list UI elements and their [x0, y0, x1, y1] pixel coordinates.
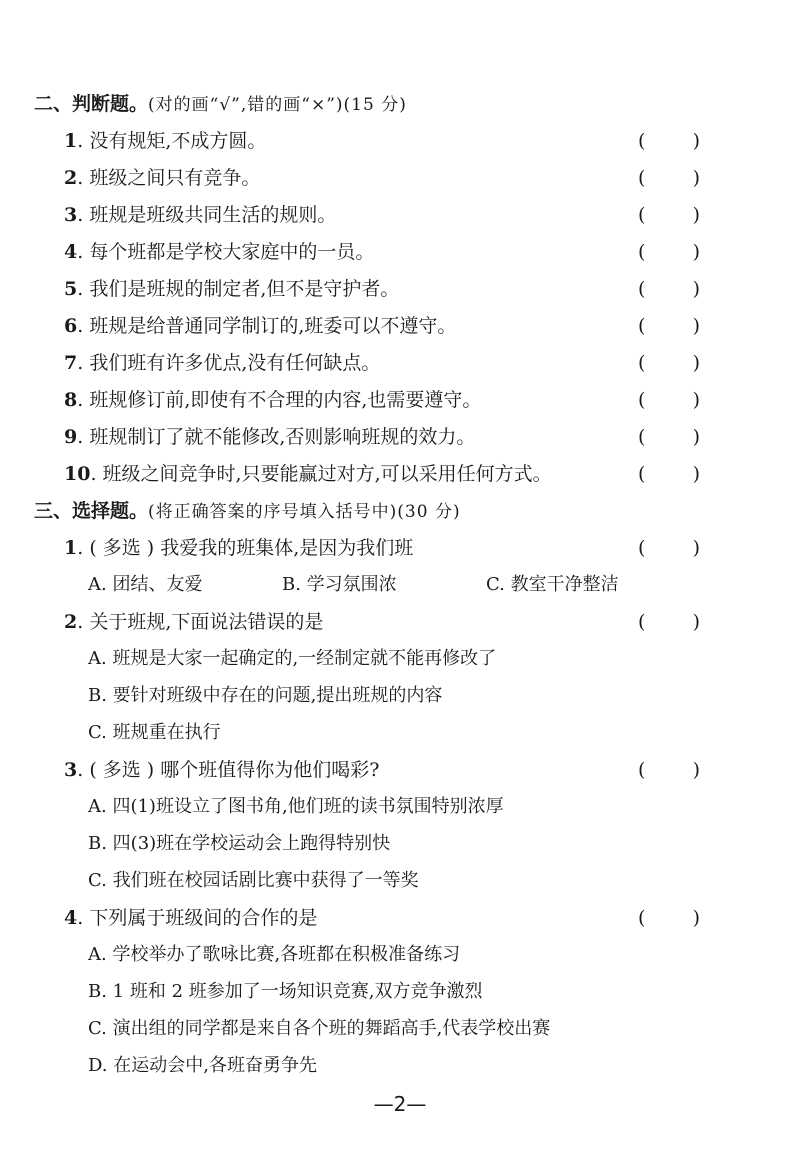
bracket-open: ( [638, 759, 646, 781]
q3-option-c: C. 我们班在校园话剧比赛中获得了一等奖 [88, 870, 419, 891]
section-3-heading [34, 496, 800, 526]
answer-blank-3-3[interactable] [638, 755, 700, 785]
answer-blank-3-2[interactable] [638, 607, 700, 637]
q2-option-a: A. 班规是大家一起确定的,一经制定就不能再修改了 [88, 648, 497, 669]
q4-option-d: D. 在运动会中,各班奋勇争先 [88, 1055, 317, 1076]
bracket-open: ( [638, 315, 646, 337]
answer-blank-2-2[interactable] [638, 163, 700, 193]
answer-blank-2-4[interactable] [638, 237, 700, 267]
bracket-close: ) [692, 352, 700, 374]
q1-option-c: C. 教室干净整洁 [486, 574, 619, 595]
item-number: 4 [64, 241, 78, 263]
answer-blank-3-4[interactable] [638, 903, 700, 933]
bracket-close: ) [692, 759, 700, 781]
q3-option-a: A. 四(1)班设立了图书角,他们班的读书氛围特别浓厚 [88, 796, 504, 817]
question-text: . ( 多选 ) 哪个班值得你为他们喝彩? [77, 759, 380, 781]
bracket-close: ) [692, 537, 700, 559]
q2-option-c: C. 班规重在执行 [88, 722, 221, 743]
answer-blank-2-8[interactable] [638, 385, 700, 415]
item-number: 9 [64, 426, 78, 448]
item-text: . 我们班有许多优点,没有任何缺点。 [77, 352, 381, 374]
item-text: . 班级之间竞争时,只要能赢过对方,可以采用任何方式。 [90, 463, 552, 485]
item-text: . 班规是班级共同生活的规则。 [77, 204, 337, 226]
page-number: —2— [373, 1092, 427, 1116]
section-3-title: 三、选择题。 [34, 500, 149, 522]
question-text: . 下列属于班级间的合作的是 [77, 907, 318, 929]
section-3-note: (将正确答案的序号填入括号中)(30 分) [148, 502, 461, 522]
bracket-close: ) [692, 204, 700, 226]
q4-option-c: C. 演出组的同学都是来自各个班的舞蹈高手,代表学校出赛 [88, 1018, 551, 1039]
item-number: 6 [64, 315, 78, 337]
bracket-open: ( [638, 167, 646, 189]
bracket-close: ) [692, 130, 700, 152]
bracket-open: ( [638, 130, 646, 152]
item-text: . 没有规矩,不成方圆。 [77, 130, 267, 152]
item-number: 2 [64, 167, 78, 189]
q2-option-b: B. 要针对班级中存在的问题,提出班规的内容 [88, 685, 443, 706]
answer-blank-2-3[interactable] [638, 200, 700, 230]
section-2-heading [34, 89, 800, 119]
q4-option-b: B. 1 班和 2 班参加了一场知识竞赛,双方竞争激烈 [88, 981, 483, 1002]
q1-option-a: A. 团结、友爱 [88, 574, 203, 595]
answer-blank-2-6[interactable] [638, 311, 700, 341]
bracket-open: ( [638, 389, 646, 411]
item-text: . 班级之间只有竞争。 [77, 167, 261, 189]
bracket-open: ( [638, 352, 646, 374]
bracket-close: ) [692, 167, 700, 189]
item-number: 5 [64, 278, 78, 300]
q1-options-row [0, 570, 800, 600]
bracket-open: ( [638, 241, 646, 263]
answer-blank-2-10[interactable] [638, 459, 700, 489]
bracket-close: ) [692, 907, 700, 929]
item-text: . 班规是给普通同学制订的,班委可以不遵守。 [77, 315, 457, 337]
q4-option-a: A. 学校举办了歌咏比赛,各班都在积极准备练习 [88, 944, 461, 965]
answer-blank-2-1[interactable] [638, 126, 700, 156]
item-text: . 每个班都是学校大家庭中的一员。 [77, 241, 375, 263]
bracket-close: ) [692, 315, 700, 337]
answer-blank-2-5[interactable] [638, 274, 700, 304]
question-text: . 关于班规,下面说法错误的是 [77, 611, 324, 633]
item-text: . 班规修订前,即使有不合理的内容,也需要遵守。 [77, 389, 482, 411]
bracket-open: ( [638, 204, 646, 226]
section-2-title: 二、判断题。 [34, 93, 149, 115]
bracket-open: ( [638, 278, 646, 300]
item-text: . 班规制订了就不能修改,否则影响班规的效力。 [77, 426, 476, 448]
bracket-open: ( [638, 537, 646, 559]
item-number: 3 [64, 204, 78, 226]
bracket-open: ( [638, 463, 646, 485]
bracket-close: ) [692, 241, 700, 263]
question-number: 2 [64, 611, 78, 633]
answer-blank-3-1[interactable] [638, 533, 700, 563]
item-number: 8 [64, 389, 78, 411]
answer-blank-2-9[interactable] [638, 422, 700, 452]
q3-option-b: B. 四(3)班在学校运动会上跑得特别快 [88, 833, 391, 854]
question-number: 3 [64, 759, 78, 781]
bracket-open: ( [638, 611, 646, 633]
bracket-close: ) [692, 611, 700, 633]
bracket-open: ( [638, 426, 646, 448]
bracket-close: ) [692, 426, 700, 448]
item-text: . 我们是班规的制定者,但不是守护者。 [77, 278, 400, 300]
item-number: 7 [64, 352, 78, 374]
q1-option-b: B. 学习氛围浓 [282, 574, 397, 595]
item-number: 1 [64, 130, 78, 152]
bracket-close: ) [692, 463, 700, 485]
item-number: 10 [64, 463, 91, 485]
question-text: . ( 多选 ) 我爱我的班集体,是因为我们班 [77, 537, 414, 559]
section-2-note: (对的画“√”,错的画“×”)(15 分) [148, 95, 407, 115]
bracket-close: ) [692, 278, 700, 300]
answer-blank-2-7[interactable] [638, 348, 700, 378]
bracket-close: ) [692, 389, 700, 411]
bracket-open: ( [638, 907, 646, 929]
question-number: 4 [64, 907, 78, 929]
question-number: 1 [64, 537, 78, 559]
